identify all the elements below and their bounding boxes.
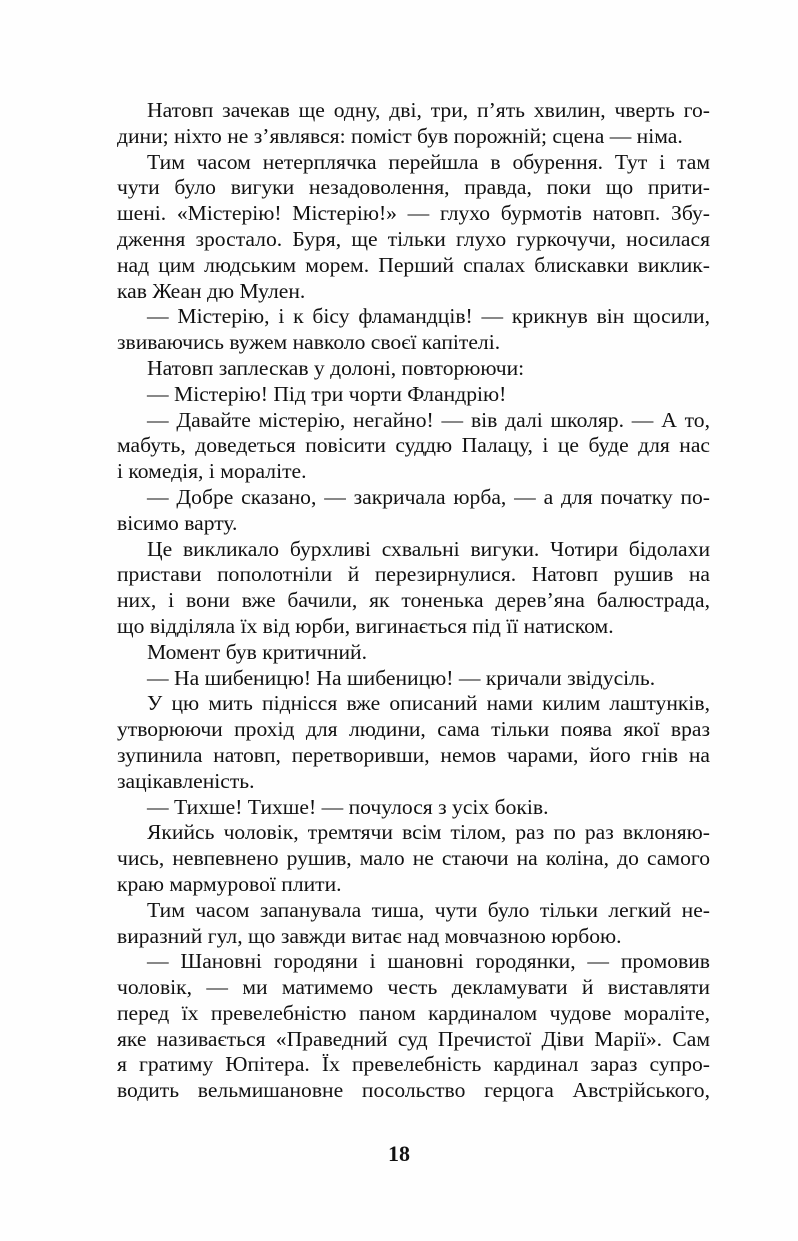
text-line: Момент був критичний. [147, 639, 368, 664]
text-line: вісимо варту. [117, 510, 238, 535]
text-line: них, і вони вже бачили, як тоненька дерев’яна балюстрада, [117, 588, 710, 613]
text-line: Якийсь чоловік, тремтячи всім тілом, раз по раз вклоняю- [147, 820, 710, 845]
text-line: над цим людським морем. Перший спалах блискавки виклик- [117, 252, 710, 277]
text-line: утворюючи прохід для людини, сама тільки поява якої враз [117, 717, 710, 742]
text-line: краю мармурової плити. [117, 871, 342, 896]
text-line: перед їх превелебністю паном кардиналом чудове мораліте, [117, 1000, 710, 1025]
text-line: Натовп зачекав ще одну, дві, три, п’ять хвилин, чверть го- [147, 98, 710, 122]
text-line: Тим часом запанувала тиша, чути було тільки легкий не- [147, 897, 710, 922]
text-line: звиваючись вужем навколо своєї капітелі. [117, 330, 501, 355]
text-line: яке називається «Праведний суд Пречистої Діви Марії». Сам [117, 1026, 710, 1051]
text-line: — Тихше! Тихше! — почулося з усіх боків. [147, 794, 549, 819]
text-line: я гратиму Юпітера. Їх превелебність кардинал зараз супро- [117, 1052, 710, 1077]
text-line: дини; ніхто не з’являвся: поміст був порожній; сцена — німа. [117, 123, 683, 148]
text-line: — Добре сказано, — закричала юрба, — а для початку по- [147, 484, 710, 509]
text-line: чись, невпевнено рушив, мало не стаючи на коліна, до самого [117, 846, 710, 871]
text-line: виразний гул, що завжди витає над мовчазною юрбою. [117, 923, 622, 948]
text-line: Тим часом нетерплячка перейшла в обурення. Тут і там [147, 149, 710, 174]
text-line: Натовп заплескав у долоні, повторюючи: [147, 355, 525, 380]
page-number: 18 [388, 1141, 410, 1166]
text-line: — Шановні городяни і шановні городянки, — промовив [147, 949, 710, 974]
text-line: зацікавленість. [117, 768, 255, 793]
text-line: дження зростало. Буря, ще тільки глухо гуркочучи, носилася [117, 226, 710, 251]
text-line: чути було вигуки незадоволення, правда, поки що прити- [117, 175, 710, 200]
text-line: кав Жеан дю Мулен. [117, 278, 306, 303]
text-line: зупинила натовп, перетворивши, немов чарами, його гнів на [117, 742, 710, 767]
text-line: Це викликало бурхливі схвальні вигуки. Чотири бідолахи [147, 536, 710, 561]
text-line: — Містерію, і к бісу фламандців! — крикнув він щосили, [147, 304, 710, 329]
text-line: У цю мить піднісся вже описаний нами килим лаштунків, [147, 691, 710, 716]
text-line: — Давайте містерію, негайно! — вів далі школяр. — А то, [147, 407, 710, 432]
text-line: шені. «Містерію! Містерію!» — глухо бурмотів натовп. Збу- [117, 201, 710, 226]
body-text [117, 98, 710, 1104]
text-line: пристави пополотніли й перезирнулися. Натовп рушив на [117, 562, 710, 587]
text-line: і комедія, і мораліте. [117, 459, 307, 484]
text-line: що відділяла їх від юрби, вигинається під її натиском. [117, 613, 614, 638]
text-line: — Містерію! Під три чорти Фландрію! [147, 381, 507, 406]
text-line: мабуть, доведеться повісити суддю Палацу, і це буде для нас [117, 433, 710, 458]
text-line: водить вельмишановне посольство герцога Австрійського, [117, 1078, 710, 1103]
text-line: — На шибеницю! На шибеницю! — кричали звідусіль. [147, 665, 656, 690]
text-line: чоловік, — ми матимемо честь декламувати й виставляти [117, 975, 710, 1000]
